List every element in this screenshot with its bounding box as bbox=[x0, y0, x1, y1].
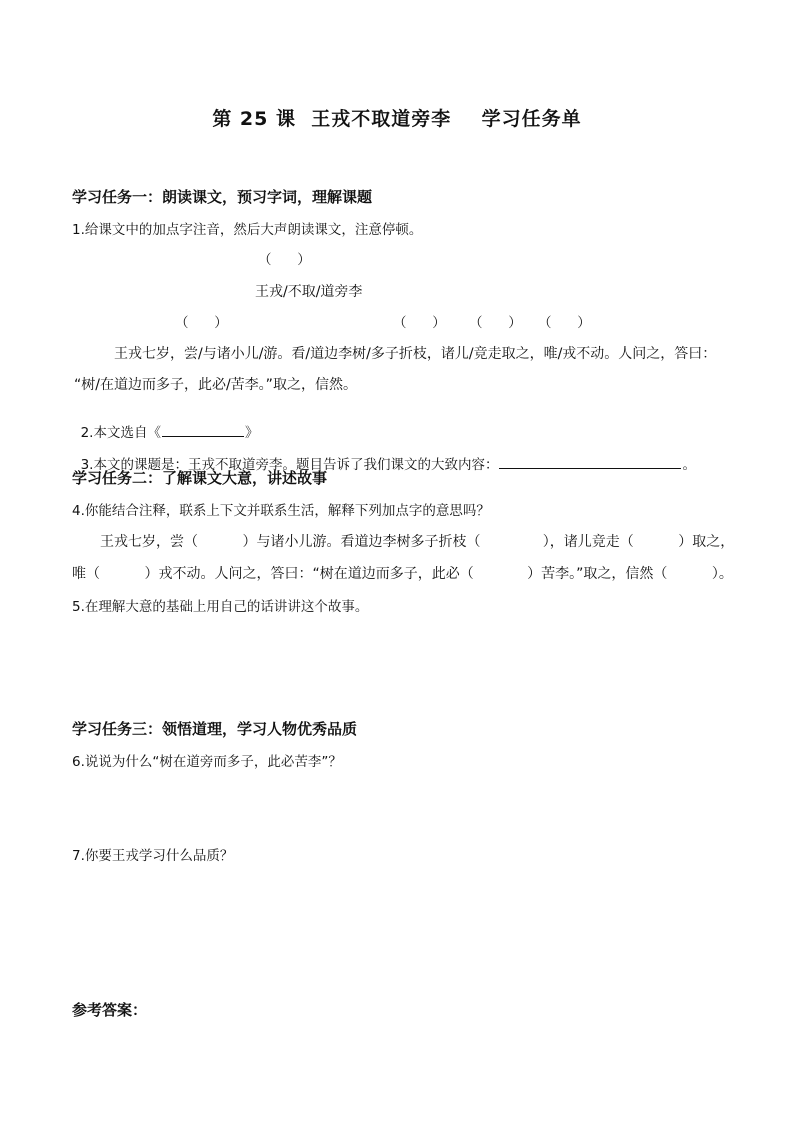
question-3-end: 。 bbox=[682, 457, 696, 473]
text-line: “树/在道边而多子，此必/苦李。”取之，信然。 bbox=[74, 377, 357, 393]
question-3-text: 3.本文的课题是：王戎不取道旁李。题目告诉了我们课文的大致内容： bbox=[80, 457, 499, 473]
pinyin-blank[interactable]: （ ） bbox=[469, 315, 522, 331]
question-2-suffix: 》 bbox=[244, 425, 259, 441]
pinyin-blank[interactable]: （ ） bbox=[538, 315, 591, 331]
text-line-with-blanks: 唯（ ）戎不动。人问之，答曰：“树在道边而多子，此必（ ）苦李。”取之，信然（ ）。 bbox=[72, 566, 733, 582]
pinyin-blank-title[interactable]: （ ） bbox=[258, 252, 311, 268]
answer-blank[interactable] bbox=[162, 422, 244, 437]
pinyin-blank[interactable]: （ ） bbox=[175, 315, 228, 331]
text-line: 王戎七岁，尝/与诸小儿/游。看/道边李树/多子折枝，诸儿/竞走取之，唯/戎不动。人问之，答曰： bbox=[114, 346, 717, 362]
question-4: 4.你能结合注释，联系上下文并联系生活，解释下列加点字的意思吗？ bbox=[72, 503, 490, 519]
pinyin-blank[interactable]: （ ） bbox=[393, 315, 446, 331]
answer-blank[interactable] bbox=[499, 454, 681, 469]
section-heading-task3: 学习任务三：领悟道理，学习人物优秀品质 bbox=[72, 720, 358, 738]
question-2-prefix: 2.本文选自《 bbox=[80, 425, 161, 441]
question-1: 1.给课文中的加点字注音，然后大声朗读课文，注意停顿。 bbox=[72, 222, 423, 238]
title-with-pauses: 王戎/不取/道旁李 bbox=[255, 284, 363, 300]
text-line-with-blanks: 王戎七岁，尝（ ）与诸小儿游。看道边李树多子折枝（ ），诸儿竞走（ ）取之， bbox=[100, 534, 735, 550]
section-heading-task1: 学习任务一：朗读课文，预习字词，理解课题 bbox=[72, 188, 373, 206]
question-7: 7.你要王戎学习什么品质？ bbox=[72, 848, 234, 864]
question-6: 6.说说为什么“树在道旁而多子，此必苦李”？ bbox=[72, 754, 342, 770]
question-2 bbox=[72, 405, 258, 441]
page-title: 第 25 课 王戎不取道旁李 学习任务单 bbox=[212, 108, 582, 130]
question-5: 5.在理解大意的基础上用自己的话讲讲这个故事。 bbox=[72, 599, 369, 615]
answers-label: 参考答案： bbox=[72, 1001, 148, 1019]
section-heading-task2: 学习任务二：了解课文大意，讲述故事 bbox=[72, 469, 328, 487]
